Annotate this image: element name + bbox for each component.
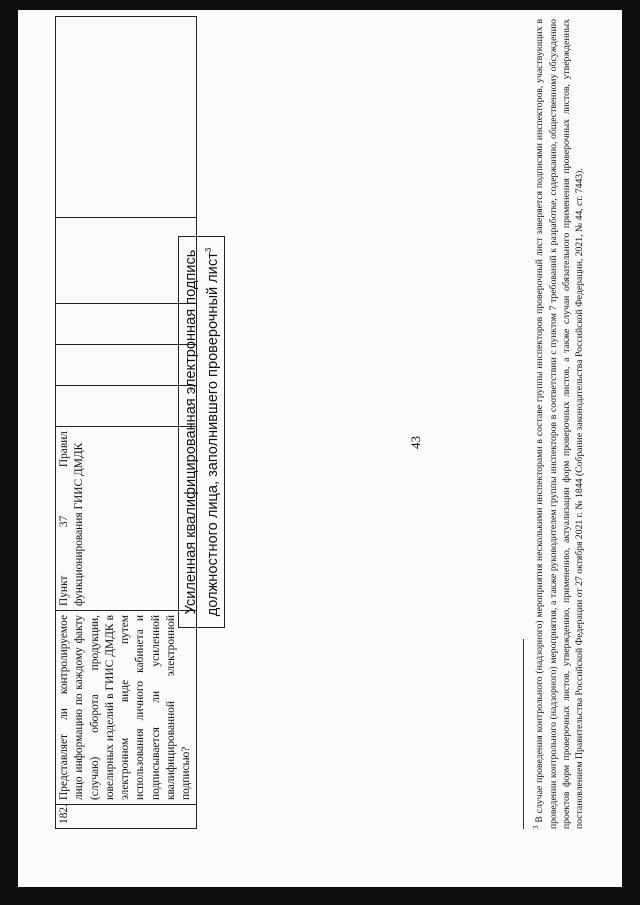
note-cell [56,17,197,218]
footnote-text: В случае проведения контрольного (надзорного) мероприятия несколькими инспекторами в составе группы инспекторов проверочный лист заверяется подписями инспекторов, участвующих в проведении контрольного (надзорного) мероприятия, а также руководителем группы инспекторов в соответствии с пунктом 7 требований к разработке, содержанию, общественному обсуждению проектов форм проверочных листов, утверждению, применению, актуализации форм проверочных листов, а также случаи обязательного применения проверочных листов, утвержденных постановлением Правительства Российской Федерации от 27 октября 2021 г. № 1844 (Собрание законодательства Российской Федерации, 2021, № 44, ст. 7443). [534,19,586,829]
signature-line-1: Усиленная квалифицированная электронная подпись [183,249,199,615]
document-page [18,10,622,887]
signature-line-2 [200,239,222,625]
answer-no-cell [56,345,197,386]
footnote-marker: 3 [532,825,540,829]
page-number: 43 [408,436,423,449]
answer-not-applicable-cell [56,304,197,345]
question-cell: Представляет ли контролируемое лицо информацию по каждому факту (случаю) оборота продукции, ювелирных изделий в ГИИС ДМДК в электронном виде путем использования личного кабинета и подписывается ли усиленной квалифицированной электронной подписью? [56,611,197,805]
footnote-reference: 3 [204,247,213,253]
answer-yes-cell [56,386,197,427]
footnote [530,19,586,829]
table-row [56,17,197,829]
empty-cell [56,218,197,304]
row-number: 182. [56,805,197,829]
footnote-separator [523,639,524,829]
rotated-page-content [18,10,622,887]
signature-line-2-text: должностного лица, заполнившего проверочный лист [204,252,221,617]
signature-box [178,236,225,628]
checklist-table [55,16,197,829]
reference-cell: Пункт 37 Правил функционирования ГИИС ДМДК [56,427,197,611]
